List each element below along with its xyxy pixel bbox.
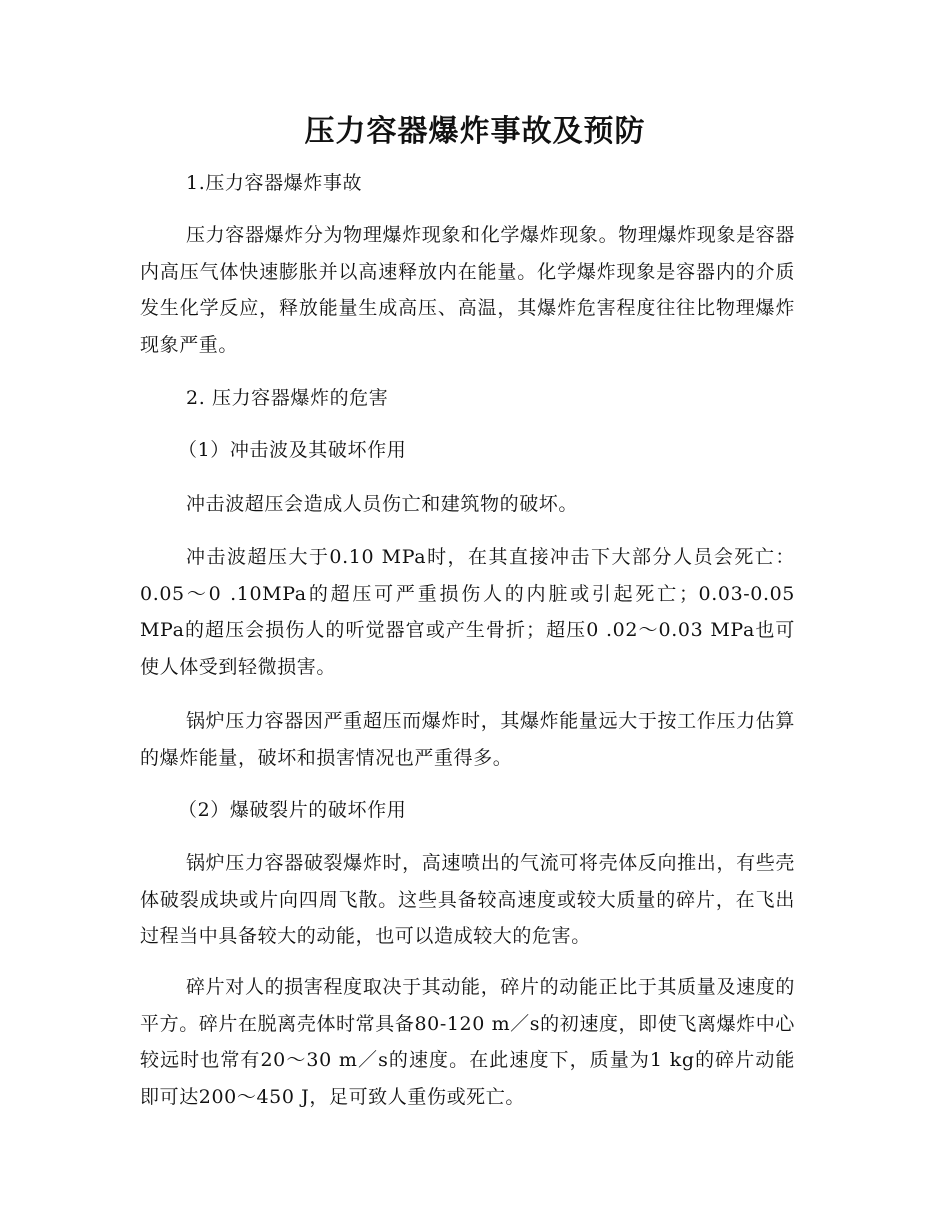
paragraph-3: 冲击波超压大于0.10 MPa时，在其直接冲击下大部分人员会死亡：0.05～0 .10MPa的超压可严重损伤人的内脏或引起死亡；0.03-0.05 MPa的超压会损伤人的听觉器官或产生骨折；超压0 .02～0.03 MPa也可使人体受到轻微损害。	[140, 546, 795, 678]
subsection-heading-2: （2）爆破裂片的破坏作用	[178, 799, 407, 821]
paragraph-4: 锅炉压力容器因严重超压而爆炸时，其爆炸能量远大于按工作压力估算的爆炸能量，破坏和损害情况也严重得多。	[140, 710, 795, 769]
subsection-heading-1: （1）冲击波及其破坏作用	[178, 439, 407, 461]
paragraph-6: 碎片对人的损害程度取决于其动能，碎片的动能正比于其质量及速度的平方。碎片在脱离壳体时常具备80-120 m／s的初速度，即使飞离爆炸中心较远时也常有20～30 m／s的速度。在此速度下，质量为1 kg的碎片动能即可达200～450 J，足可致人重伤或死亡。	[140, 976, 795, 1108]
paragraph-1: 压力容器爆炸分为物理爆炸现象和化学爆炸现象。物理爆炸现象是容器内高压气体快速膨胀并以高速释放内在能量。化学爆炸现象是容器内的介质发生化学反应，释放能量生成高压、高温，其爆炸危害程度往往比物理爆炸现象严重。	[140, 224, 795, 356]
paragraph-2: 冲击波超压会造成人员伤亡和建筑物的破坏。	[186, 493, 579, 515]
paragraph-5: 锅炉压力容器破裂爆炸时，高速喷出的气流可将壳体反向推出，有些壳体破裂成块或片向四周飞散。这些具备较高速度或较大质量的碎片，在飞出过程当中具备较大的动能，也可以造成较大的危害。	[140, 852, 795, 947]
document-title: 压力容器爆炸事故及预防	[304, 114, 646, 149]
section-heading-2: 2. 压力容器爆炸的危害	[186, 387, 389, 409]
section-heading-1: 1.压力容器爆炸事故	[186, 172, 363, 194]
